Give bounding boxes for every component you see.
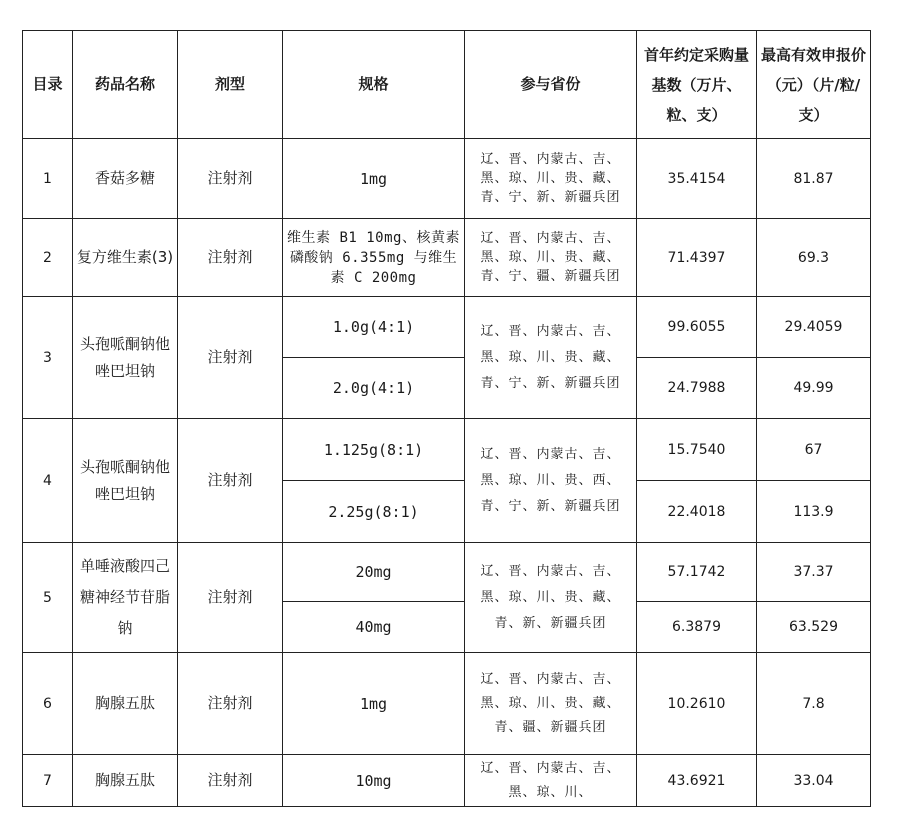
- specification: 20mg: [283, 543, 465, 602]
- base-quantity: 71.4397: [637, 219, 757, 297]
- row-index: 5: [23, 543, 73, 653]
- max-price: 29.4059: [757, 297, 871, 358]
- header-form: 剂型: [178, 31, 283, 139]
- specification: 1.125g(8:1): [283, 419, 465, 481]
- base-quantity: 43.6921: [637, 755, 757, 807]
- dosage-form: 注射剂: [178, 139, 283, 219]
- max-price: 49.99: [757, 358, 871, 419]
- dosage-form: 注射剂: [178, 755, 283, 807]
- header-max-price: 最高有效申报价（元）（片/粒/支）: [757, 31, 871, 139]
- max-price: 67: [757, 419, 871, 481]
- dosage-form: 注射剂: [178, 219, 283, 297]
- base-quantity: 24.7988: [637, 358, 757, 419]
- table-row: [23, 755, 871, 807]
- header-provinces: 参与省份: [465, 31, 637, 139]
- drug-name: 胸腺五肽: [73, 755, 178, 807]
- provinces: 辽、晋、内蒙古、吉、黑、琼、川、贵、西、青、宁、新、新疆兵团: [465, 419, 637, 543]
- header-spec: 规格: [283, 31, 465, 139]
- specification: 10mg: [283, 755, 465, 807]
- base-quantity: 10.2610: [637, 653, 757, 755]
- header-index: 目录: [23, 31, 73, 139]
- row-index: 4: [23, 419, 73, 543]
- base-quantity: 15.7540: [637, 419, 757, 481]
- provinces: 辽、晋、内蒙古、吉、黑、琼、川、贵、藏、青、宁、疆、新疆兵团: [465, 219, 637, 297]
- row-index: 6: [23, 653, 73, 755]
- max-price: 63.529: [757, 602, 871, 653]
- header-base-quantity: 首年约定采购量基数（万片、粒、支）: [637, 31, 757, 139]
- table-row: [23, 139, 871, 219]
- drug-name: 单唾液酸四己糖神经节苷脂钠: [73, 543, 178, 653]
- table-row: [23, 543, 871, 602]
- drug-name: 头孢哌酮钠他唑巴坦钠: [73, 297, 178, 419]
- specification: 1mg: [283, 653, 465, 755]
- row-index: 7: [23, 755, 73, 807]
- table-row: [23, 653, 871, 755]
- drug-name: 胸腺五肽: [73, 653, 178, 755]
- specification: 1.0g(4:1): [283, 297, 465, 358]
- table-row: [23, 297, 871, 358]
- table-row: [23, 219, 871, 297]
- drug-name: 头孢哌酮钠他唑巴坦钠: [73, 419, 178, 543]
- row-index: 2: [23, 219, 73, 297]
- specification: 1mg: [283, 139, 465, 219]
- specification: 维生素 B1 10mg、核黄素磷酸钠 6.355mg 与维生素 C 200mg: [283, 219, 465, 297]
- specification: 40mg: [283, 602, 465, 653]
- max-price: 33.04: [757, 755, 871, 807]
- provinces: 辽、晋、内蒙古、吉、黑、琼、川、: [465, 755, 637, 807]
- row-index: 1: [23, 139, 73, 219]
- base-quantity: 22.4018: [637, 481, 757, 543]
- base-quantity: 57.1742: [637, 543, 757, 602]
- table-row: [23, 419, 871, 481]
- provinces: 辽、晋、内蒙古、吉、黑、琼、川、贵、藏、青、疆、新疆兵团: [465, 653, 637, 755]
- drug-procurement-table: [22, 30, 871, 807]
- base-quantity: 35.4154: [637, 139, 757, 219]
- max-price: 7.8: [757, 653, 871, 755]
- drug-name: 复方维生素(3): [73, 219, 178, 297]
- dosage-form: 注射剂: [178, 297, 283, 419]
- provinces: 辽、晋、内蒙古、吉、黑、琼、川、贵、藏、青、宁、新、新疆兵团: [465, 139, 637, 219]
- max-price: 81.87: [757, 139, 871, 219]
- dosage-form: 注射剂: [178, 419, 283, 543]
- specification: 2.25g(8:1): [283, 481, 465, 543]
- drug-name: 香菇多糖: [73, 139, 178, 219]
- header-name: 药品名称: [73, 31, 178, 139]
- max-price: 37.37: [757, 543, 871, 602]
- max-price: 113.9: [757, 481, 871, 543]
- provinces: 辽、晋、内蒙古、吉、黑、琼、川、贵、藏、青、新、新疆兵团: [465, 543, 637, 653]
- max-price: 69.3: [757, 219, 871, 297]
- base-quantity: 99.6055: [637, 297, 757, 358]
- dosage-form: 注射剂: [178, 543, 283, 653]
- provinces: 辽、晋、内蒙古、吉、黑、琼、川、贵、藏、青、宁、新、新疆兵团: [465, 297, 637, 419]
- dosage-form: 注射剂: [178, 653, 283, 755]
- row-index: 3: [23, 297, 73, 419]
- header-row: [23, 31, 871, 139]
- base-quantity: 6.3879: [637, 602, 757, 653]
- specification: 2.0g(4:1): [283, 358, 465, 419]
